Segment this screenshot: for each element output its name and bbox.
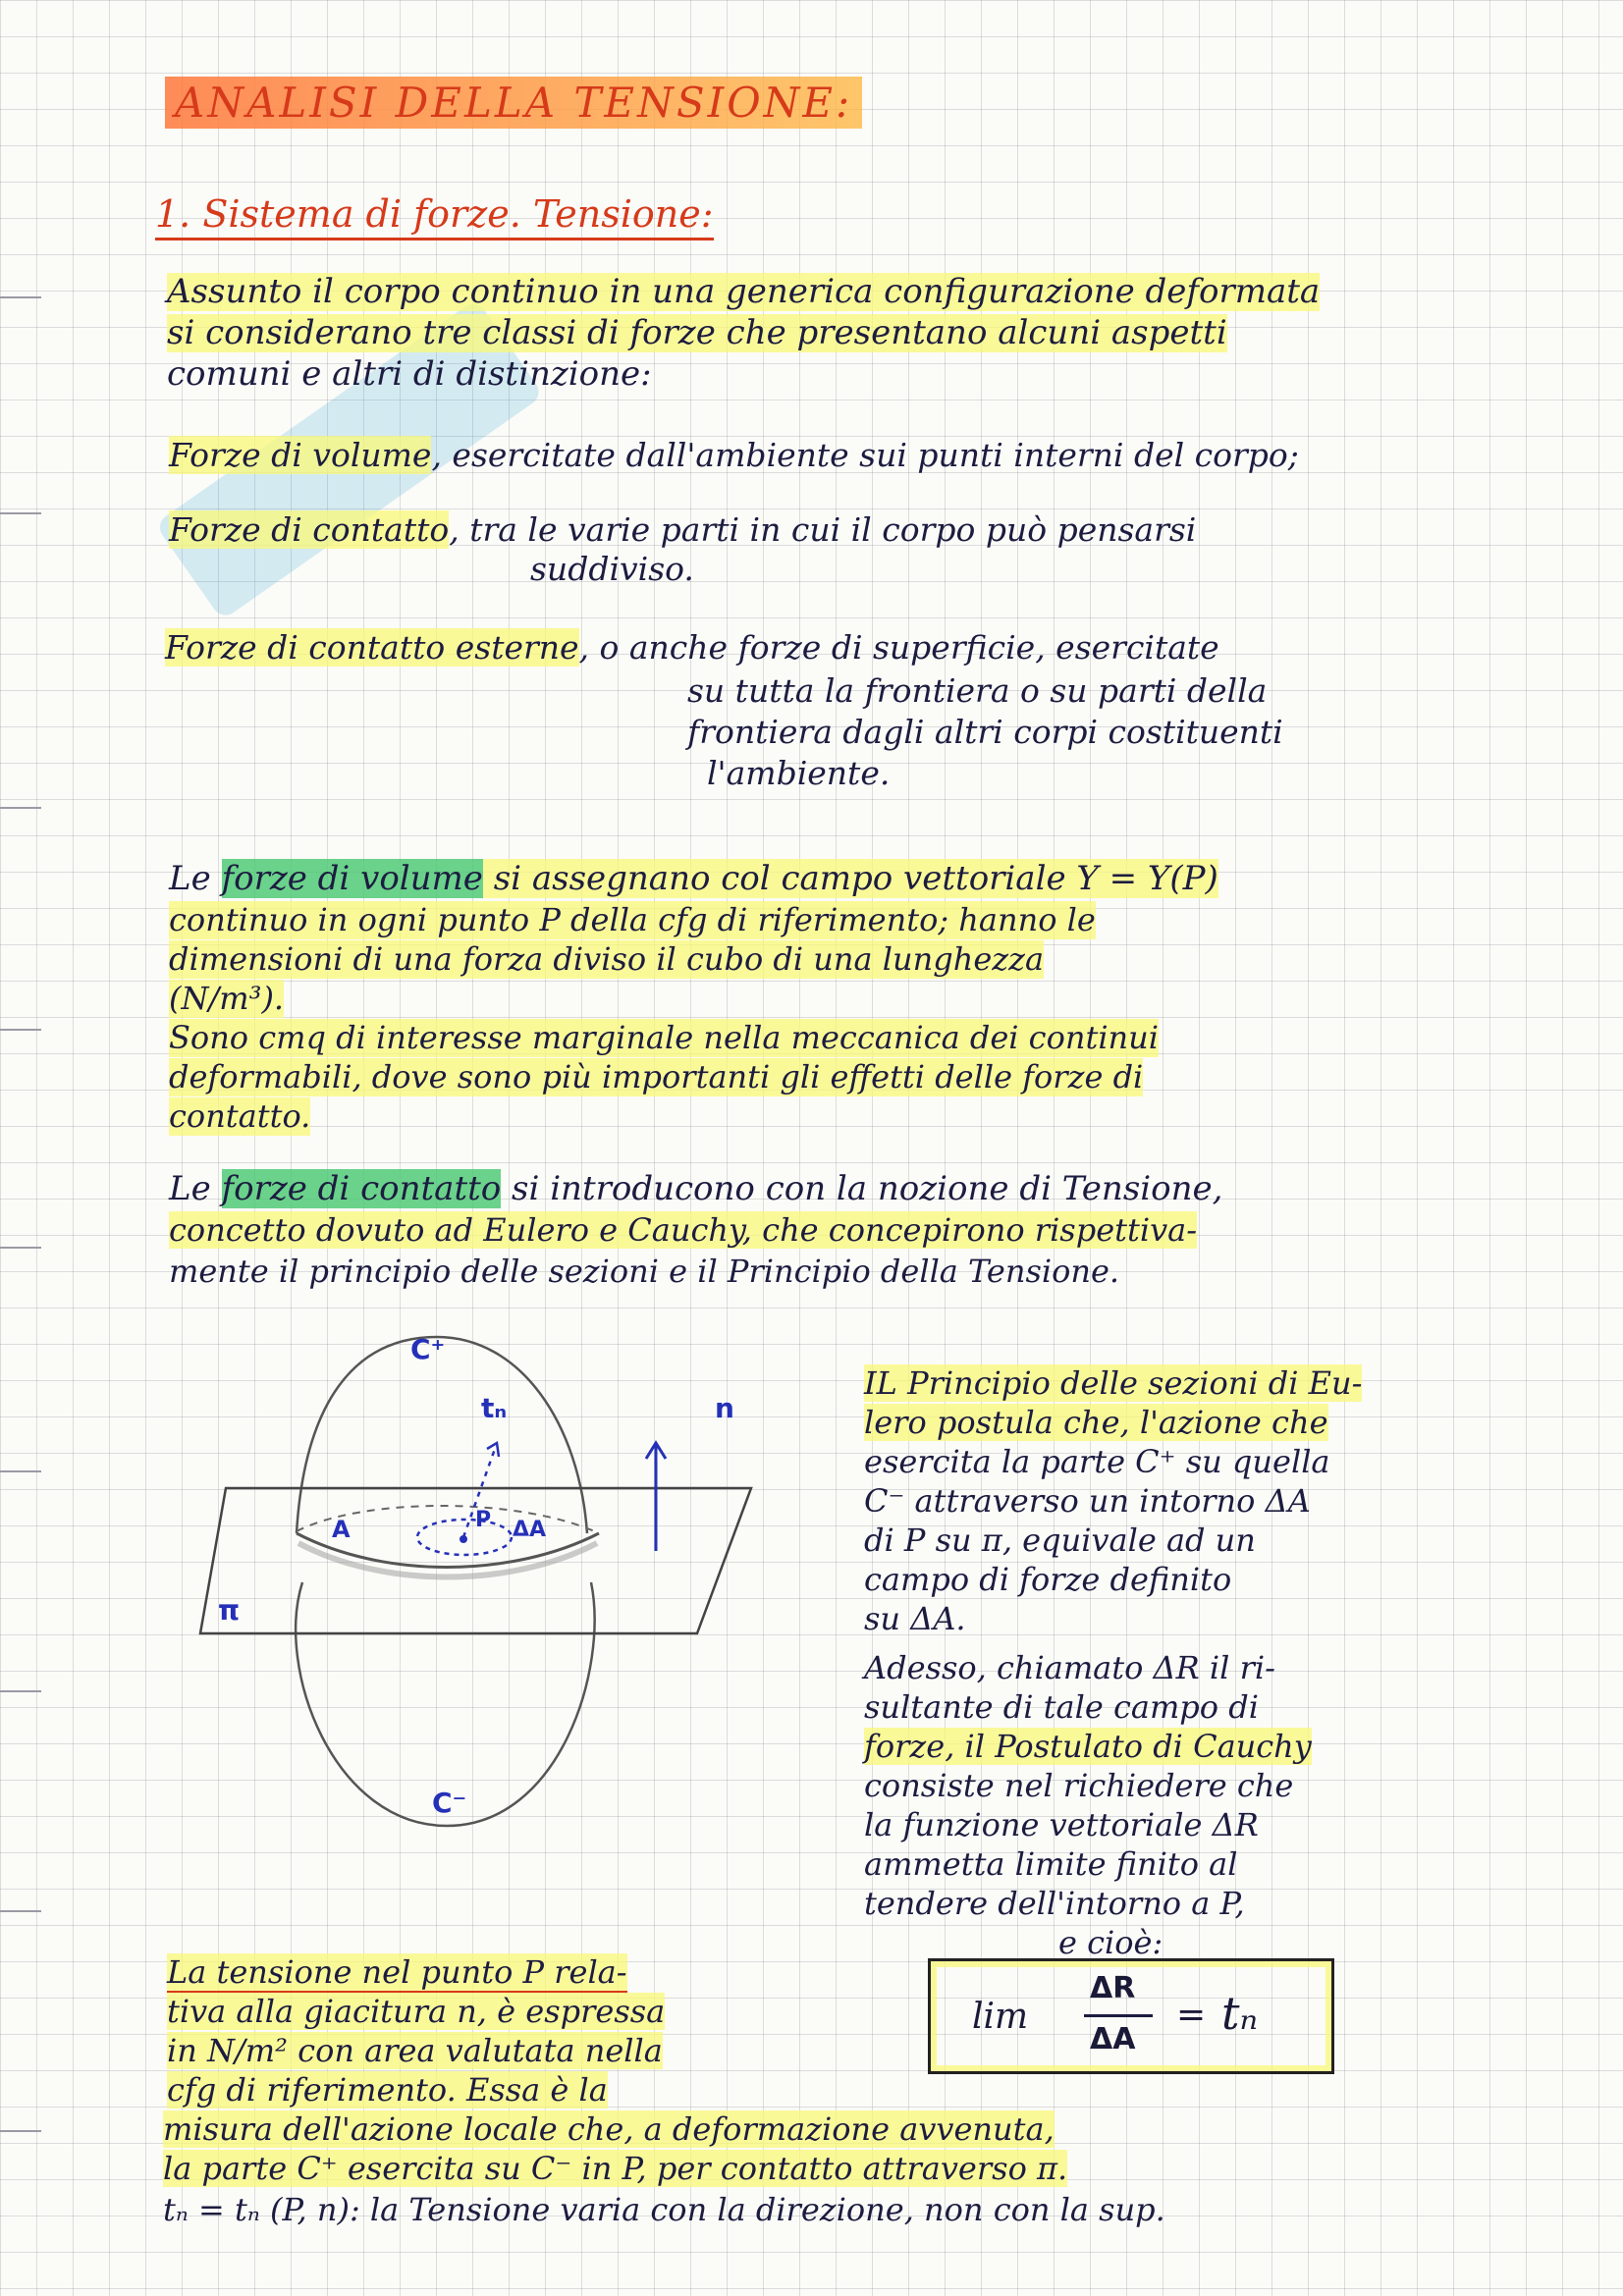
label-t-n: tₙ: [481, 1392, 508, 1424]
formula-rhs: tₙ: [1221, 1987, 1259, 2040]
volume-para-line: continuo in ogni punto P della cfg di riferimento; hanno le: [169, 901, 1096, 938]
intro-line: si considerano tre classi di forze che presentano alcuni aspetti: [167, 313, 1227, 352]
final-line: [163, 2110, 1055, 2149]
euler-line-text: IL Principio delle sezioni di Eu-: [864, 1364, 1363, 1402]
force-class-name: Forze di volume: [169, 436, 432, 474]
euler-line-text: forze, il Postulato di Cauchy: [864, 1728, 1312, 1765]
force-class-volume: [169, 436, 1299, 474]
contact-para-first-line: [169, 1170, 1222, 1208]
intro-line: Assunto il corpo continuo in una generica configurazione deformata: [167, 272, 1321, 311]
margin-tick: [0, 1690, 41, 1692]
final-line: [167, 2071, 608, 2109]
margin-tick: [0, 807, 41, 809]
euler-line: [864, 1364, 1362, 1403]
page-title: ANALISI DELLA TENSIONE:: [165, 77, 862, 129]
para-rest: si introducono con la nozione di Tensione,: [501, 1169, 1223, 1208]
force-class-external-desc2: su tutta la frontiera o su parti della: [687, 671, 1268, 710]
force-class-desc: , o anche forze di superficie, esercitate: [578, 628, 1219, 667]
final-line-text: cfg di riferimento. Essa è la: [167, 2071, 608, 2109]
euler-line: tendere dell'intorno a P,: [864, 1885, 1245, 1922]
formula-lim: lim: [972, 1997, 1029, 2037]
force-class-contact: [169, 510, 1196, 549]
force-class-desc: , tra le varie parti in cui il corpo può pensarsi: [449, 510, 1197, 549]
contact-line-text: concetto dovuto ad Eulero e Cauchy, che concepirono rispettiva-: [169, 1211, 1198, 1249]
euler-line: su ΔA.: [864, 1600, 966, 1637]
section-rim-shadow: [298, 1543, 597, 1577]
force-class-external: [165, 628, 1219, 667]
margin-tick: [0, 1029, 41, 1031]
label-n: n: [715, 1392, 734, 1424]
formula-denominator: ΔA: [1090, 2022, 1136, 2056]
final-line-text: La tensione nel punto P rela-: [167, 1953, 627, 1991]
term-forze-di-volume: forze di volume: [221, 859, 483, 898]
margin-tick: [0, 1247, 41, 1249]
force-class-external-desc4: l'ambiente.: [707, 754, 891, 792]
margin-tick: [0, 296, 41, 298]
force-class-external-desc3: frontiera dagli altri corpi costituenti: [687, 713, 1283, 751]
para-lead: Le: [169, 1169, 222, 1208]
euler-line: Adesso, chiamato ΔR il ri-: [864, 1649, 1275, 1686]
margin-tick: [0, 1910, 41, 1912]
force-class-name: Forze di contatto: [169, 510, 450, 549]
euler-line: esercita la parte C⁺ su quella: [864, 1443, 1330, 1480]
euler-line: campo di forze definito: [864, 1561, 1232, 1598]
euler-line: la funzione vettoriale ΔR: [864, 1806, 1259, 1843]
volume-para-line: (N/m³).: [169, 980, 285, 1017]
euler-line: consiste nel richiedere che: [864, 1767, 1294, 1804]
final-line: [163, 2150, 1067, 2188]
volume-para-line: contatto.: [169, 1097, 311, 1135]
contact-para-line: mente il principio delle sezioni e il Principio della Tensione.: [169, 1253, 1120, 1290]
final-line: [167, 1993, 665, 2031]
force-class-desc: , esercitate dall'ambiente sui punti interni del corpo;: [431, 436, 1299, 474]
euler-line: sultante di tale campo di: [864, 1688, 1259, 1726]
label-c-plus: C⁺: [410, 1333, 446, 1365]
final-line-text: la parte C⁺ esercita su C⁻ in P, per contatto attraverso π.: [163, 2150, 1068, 2187]
para-lead: Le: [169, 859, 222, 898]
upper-body-outline: [297, 1337, 587, 1533]
margin-tick: [0, 2130, 41, 2132]
final-line-text: misura dell'azione locale che, a deformazione avvenuta,: [163, 2110, 1055, 2148]
term-forze-di-contatto: forze di contatto: [221, 1169, 502, 1208]
intro-line: comuni e altri di distinzione:: [167, 354, 652, 394]
euler-line: ammetta limite finito al: [864, 1845, 1238, 1883]
margin-tick: [0, 1470, 41, 1472]
contact-para-line: [169, 1211, 1197, 1250]
final-line: [167, 1953, 627, 1992]
label-a: A: [332, 1516, 351, 1543]
final-line-text: tiva alla giacitura n, è espressa: [167, 1993, 666, 2030]
force-class-name: Forze di contatto esterne: [165, 628, 579, 667]
label-delta-a: ΔA: [513, 1518, 547, 1542]
volume-para-line: Sono cmq di interesse marginale nella meccanica dei continui: [169, 1019, 1159, 1056]
force-class-contact-desc2: suddiviso.: [530, 550, 694, 588]
margin-tick: [0, 512, 41, 514]
label-pi: π: [218, 1594, 241, 1627]
euler-line: e cioè:: [1058, 1924, 1163, 1961]
formula-numerator: ΔR: [1090, 1971, 1136, 2005]
para-rest: si assegnano col campo vettoriale Y = Y(P): [482, 859, 1218, 898]
volume-para-line: dimensioni di una forza diviso il cubo di una lunghezza: [169, 940, 1045, 978]
euler-line: di P su π, equivale ad un: [864, 1522, 1256, 1559]
euler-line-text: lero postula che, l'azione che: [864, 1404, 1328, 1441]
euler-line: [864, 1404, 1328, 1442]
formula-fraction-bar: [1084, 2014, 1153, 2017]
section-title: 1. Sistema di forze. Tensione:: [155, 192, 714, 240]
final-line: [167, 2032, 663, 2070]
final-line: tₙ = tₙ (P, n): la Tensione varia con la direzione, non con la sup.: [163, 2191, 1165, 2228]
euler-line: C⁻ attraverso un intorno ΔA: [864, 1482, 1311, 1520]
volume-para-first-line: [169, 860, 1218, 898]
label-c-minus: C⁻: [432, 1787, 467, 1819]
volume-para-line: deformabili, dove sono più importanti gli effetti delle forze di: [169, 1058, 1144, 1095]
final-line-text: in N/m² con area valutata nella: [167, 2032, 663, 2069]
euler-line: [864, 1728, 1312, 1766]
formula-equals: =: [1176, 1995, 1207, 2035]
label-p: P: [475, 1508, 492, 1532]
cauchy-limit-formula: [928, 1958, 1334, 2074]
